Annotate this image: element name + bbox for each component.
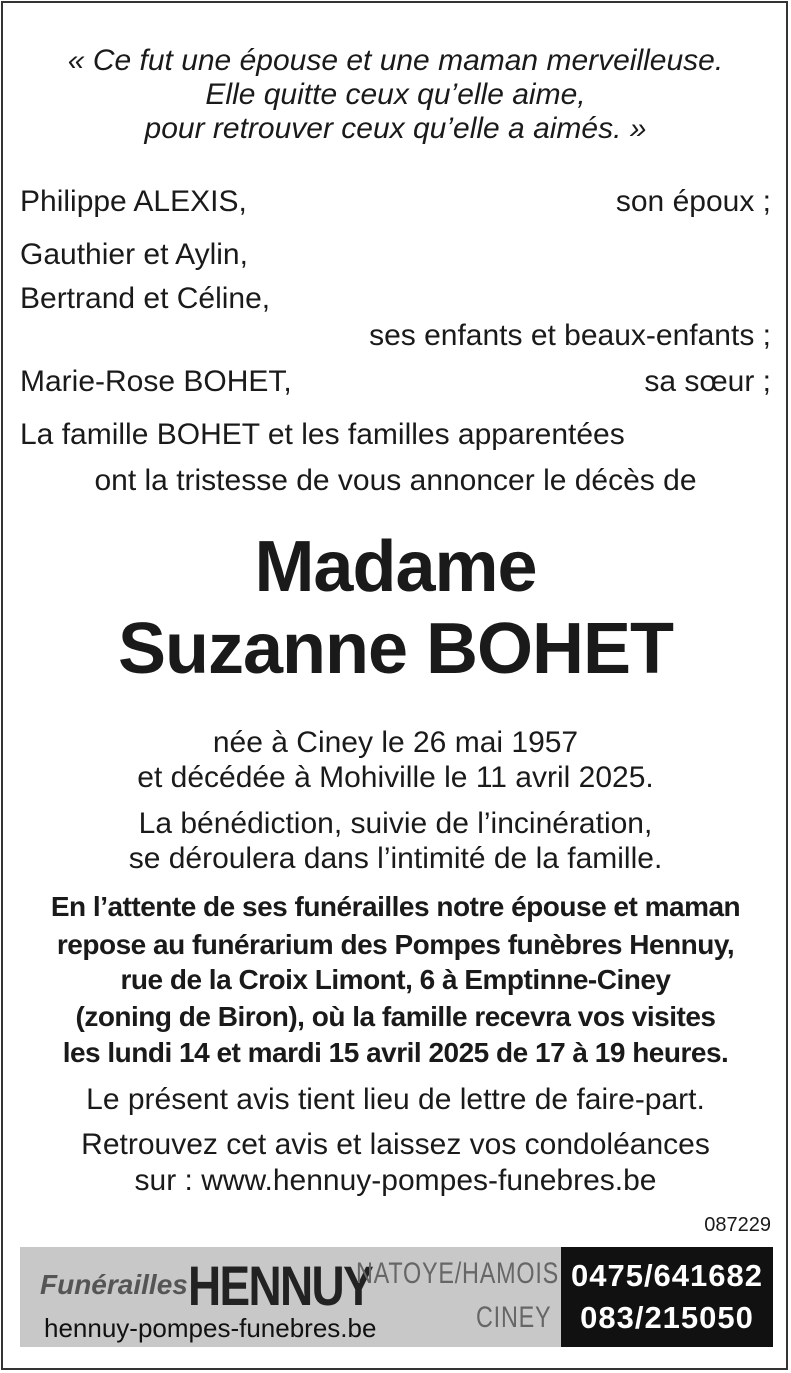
banner-website: hennuy-pompes-funebres.be [44,1313,377,1343]
phone-number: 083/215050 [580,1300,754,1335]
child-names: Bertrand et Céline, [20,282,271,315]
sister-relation: sa sœur ; [644,365,771,398]
children-relation: ses enfants et beaux-enfants ; [369,319,771,352]
families-text: La famille BOHET et les familles apparentées [20,418,625,451]
deceased-name: Suzanne BOHET [117,609,674,689]
quote-line: pour retrouver ceux qu’elle a aimés. » [144,112,647,145]
funeral-home-banner [20,1247,773,1347]
ceremony-line: se déroulera dans l’intimité de la famille. [128,842,663,875]
faire-part-notice: Le présent avis tient lieu de lettre de faire-part. [86,1083,705,1116]
spouse-name: Philippe ALEXIS, [20,185,247,218]
birth-info: née à Ciney le 26 mai 1957 [212,726,579,759]
quote-line: « Ce fut une épouse et une maman merveilleuse. [67,44,724,77]
announcement: ont la tristesse de vous annoncer le décès de [94,464,697,497]
death-info: et décédée à Mohiville le 11 avril 2025. [137,761,654,794]
quote-line: Elle quitte ceux qu’elle aime, [205,78,586,111]
funerailles-label: Funérailles [40,1269,188,1300]
child-names: Gauthier et Aylin, [20,238,248,271]
ceremony-line: La bénédiction, suivie de l’incinération, [138,807,653,840]
sister-name: Marie-Rose BOHET, [20,365,292,398]
spouse-relation: son époux ; [615,185,771,218]
visitation-line: En l’attente de ses funérailles notre épouse et maman [50,891,741,922]
deceased-title: Madame [254,527,537,607]
visitation-line: rue de la Croix Limont, 6 à Emptinne-Ciney [120,964,671,995]
visitation-line: (zoning de Biron), où la famille recevra vos visites [75,1001,716,1032]
phone-number: 0475/641682 [570,1258,764,1293]
hennuy-logo: HENNUY [188,1254,373,1317]
visitation-line: repose au funérarium des Pompes funèbres Hennuy, [56,929,735,960]
condolences-url: sur : www.hennuy-pompes-funebres.be [134,1164,657,1197]
reference-number: 087229 [704,1214,771,1236]
locations-top: NATOYE/HAMOIS [356,1257,560,1290]
condolences-line: Retrouvez cet avis et laissez vos condoléances [81,1128,710,1161]
locations-bottom: CINEY [476,1301,552,1334]
visitation-line: les lundi 14 et mardi 15 avril 2025 de 17 à 19 heures. [62,1037,729,1068]
phone-box [561,1247,773,1347]
epitaph-quote [0,44,791,146]
